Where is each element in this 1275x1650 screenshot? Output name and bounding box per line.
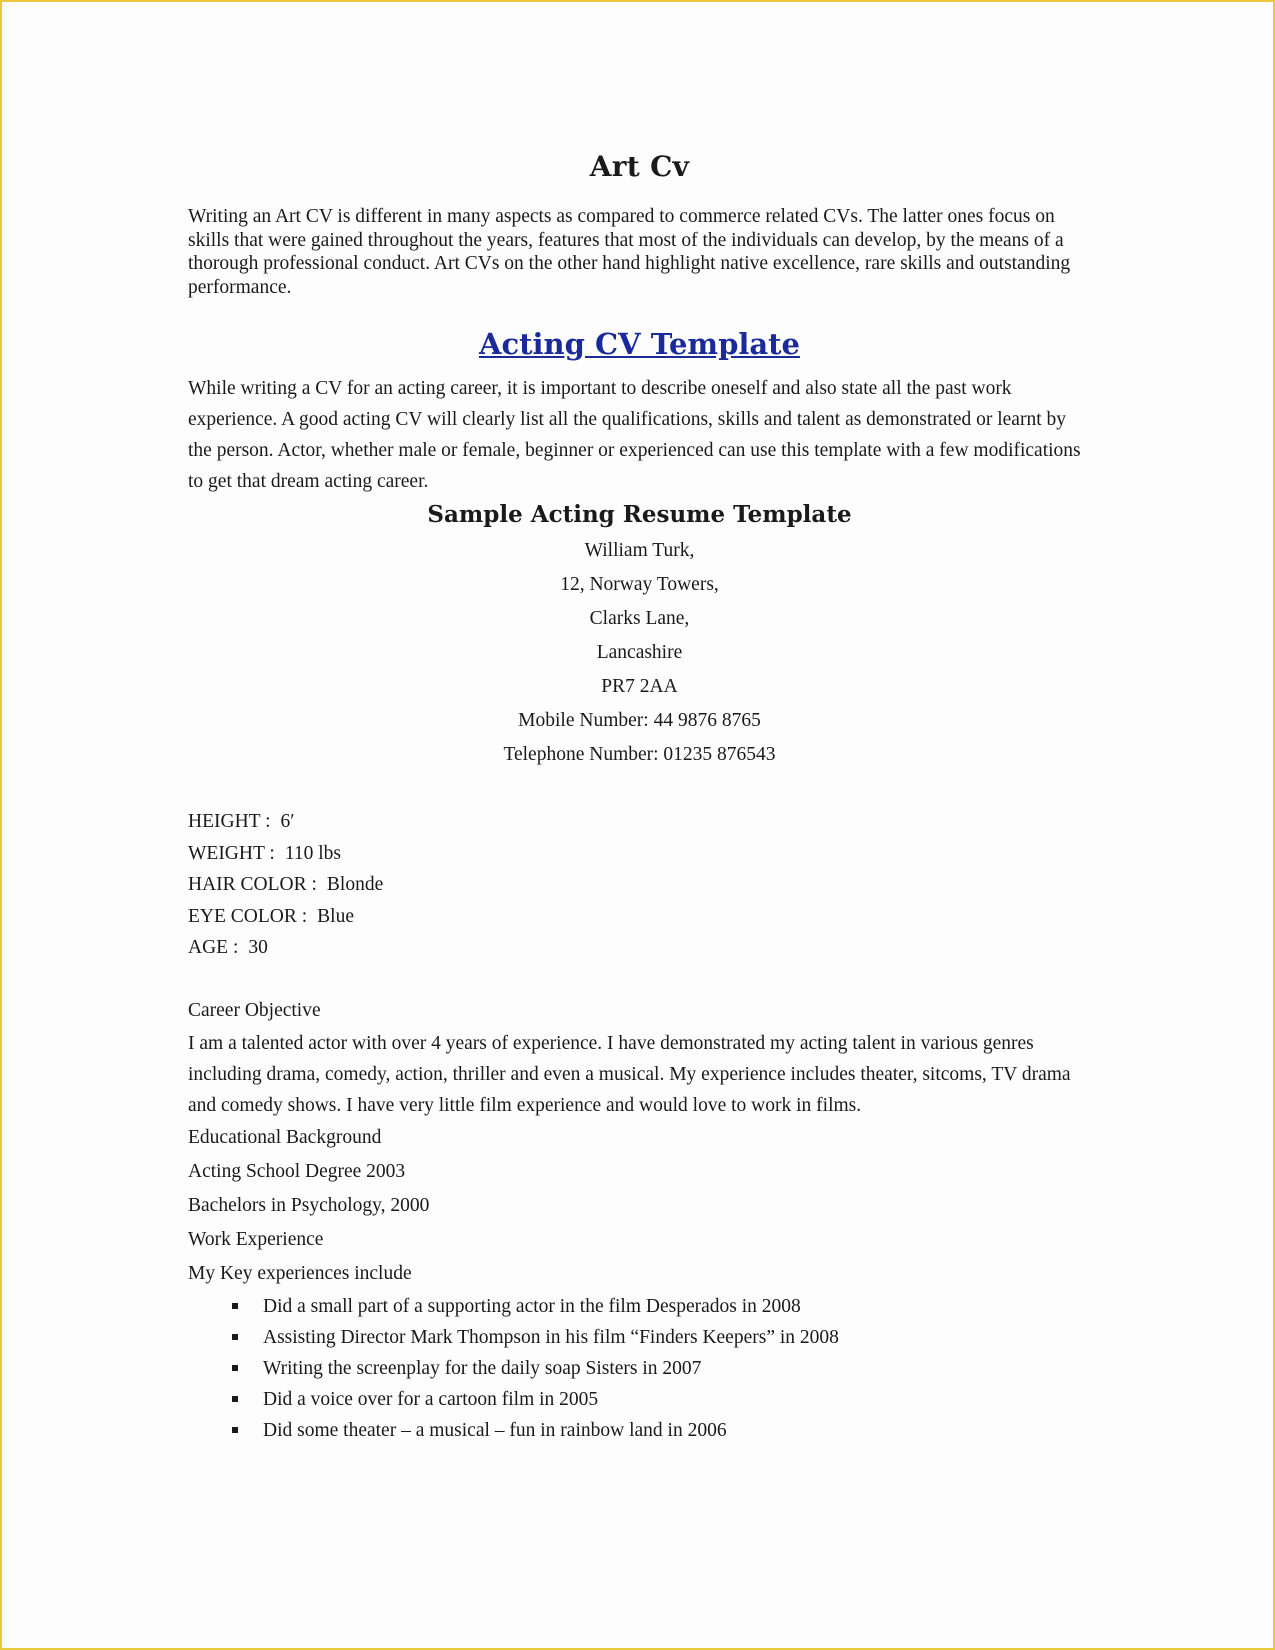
stat-value: Blue bbox=[317, 905, 355, 927]
work-experience-heading: Work Experience bbox=[188, 1228, 324, 1250]
stat-label: WEIGHT : bbox=[188, 842, 275, 864]
physical-stats bbox=[188, 806, 1091, 964]
stat-age bbox=[188, 932, 1091, 964]
stat-label: AGE : bbox=[188, 937, 239, 958]
experience-text: Writing the screenplay for the daily soap Sisters in 2007 bbox=[263, 1357, 702, 1379]
experience-text: Did some theater – a musical – fun in rainbow land in 2006 bbox=[263, 1419, 727, 1441]
education-heading: Educational Background bbox=[188, 1126, 382, 1148]
bullet-square-icon bbox=[232, 1365, 238, 1371]
list-item bbox=[232, 1384, 1091, 1415]
experience-text: Did a small part of a supporting actor in the film Desperados in 2008 bbox=[263, 1295, 801, 1317]
bullet-square-icon bbox=[232, 1427, 238, 1433]
stat-eye-color bbox=[188, 901, 1091, 933]
bullet-square-icon bbox=[232, 1303, 238, 1309]
contact-block bbox=[188, 534, 1091, 772]
bullet-square-icon bbox=[232, 1334, 238, 1340]
experience-text: Did a voice over for a cartoon film in 2005 bbox=[263, 1388, 599, 1410]
experience-text: Assisting Director Mark Thompson in his film “Finders Keepers” in 2008 bbox=[263, 1326, 839, 1348]
list-item bbox=[232, 1322, 1091, 1353]
list-item bbox=[232, 1353, 1091, 1384]
contact-county: Lancashire bbox=[596, 642, 683, 663]
stat-label: HAIR COLOR : bbox=[188, 874, 317, 895]
career-objective-heading: Career Objective bbox=[188, 999, 321, 1021]
stat-hair-color bbox=[188, 869, 1091, 901]
stat-height bbox=[188, 806, 1091, 838]
contact-mobile: Mobile Number: 44 9876 8765 bbox=[518, 710, 761, 731]
acting-cv-template-heading[interactable]: Acting CV Template bbox=[478, 327, 801, 361]
contact-street: 12, Norway Towers, bbox=[560, 574, 719, 595]
document-content bbox=[188, 150, 1091, 1446]
experience-list bbox=[188, 1291, 1091, 1446]
stat-value: 110 lbs bbox=[284, 842, 341, 864]
stat-value: 30 bbox=[248, 937, 268, 958]
stat-weight bbox=[188, 838, 1091, 870]
bullet-square-icon bbox=[232, 1396, 238, 1402]
contact-postcode: PR7 2AA bbox=[601, 676, 678, 697]
stat-label: HEIGHT : bbox=[188, 811, 271, 832]
document-title: Art Cv bbox=[589, 150, 690, 183]
stat-value: Blonde bbox=[326, 874, 384, 895]
list-item bbox=[232, 1291, 1091, 1322]
work-experience-intro: My Key experiences include bbox=[188, 1262, 412, 1284]
list-item bbox=[232, 1415, 1091, 1446]
intro-paragraph: Writing an Art CV is different in many aspects as compared to commerce related CVs. The latter ones focus on skills that were gained throughout the years, features that most of the individuals can develop, by the means of a thorough professional conduct. Art CVs on the other hand highlight native excellence, rare skills and outstanding performance. bbox=[188, 206, 1071, 298]
stat-label: EYE COLOR : bbox=[188, 905, 308, 927]
acting-cv-description: While writing a CV for an acting career, it is important to describe oneself and also state all the past work experience. A good acting CV will clearly list all the qualifications, skills and talent as demonstrated or learnt by the person. Actor, whether male or female, beginner or experienced can use this template with a few modifications to get that dream acting career. bbox=[188, 378, 1081, 492]
career-objective-text: I am a talented actor with over 4 years of experience. I have demonstrated my acting talent in various genres including drama, comedy, action, thriller and even a musical. My experience includes theater, sitcoms, TV drama and comedy shows. I have very little film experience and would love to work in films. bbox=[188, 1032, 1071, 1116]
contact-name: William Turk, bbox=[584, 540, 695, 561]
stat-value: 6′ bbox=[280, 811, 295, 832]
contact-lane: Clarks Lane, bbox=[589, 608, 690, 629]
education-item: Bachelors in Psychology, 2000 bbox=[188, 1194, 430, 1216]
sample-resume-heading: Sample Acting Resume Template bbox=[427, 501, 852, 528]
education-item: Acting School Degree 2003 bbox=[188, 1160, 406, 1182]
contact-telephone: Telephone Number: 01235 876543 bbox=[503, 744, 776, 765]
